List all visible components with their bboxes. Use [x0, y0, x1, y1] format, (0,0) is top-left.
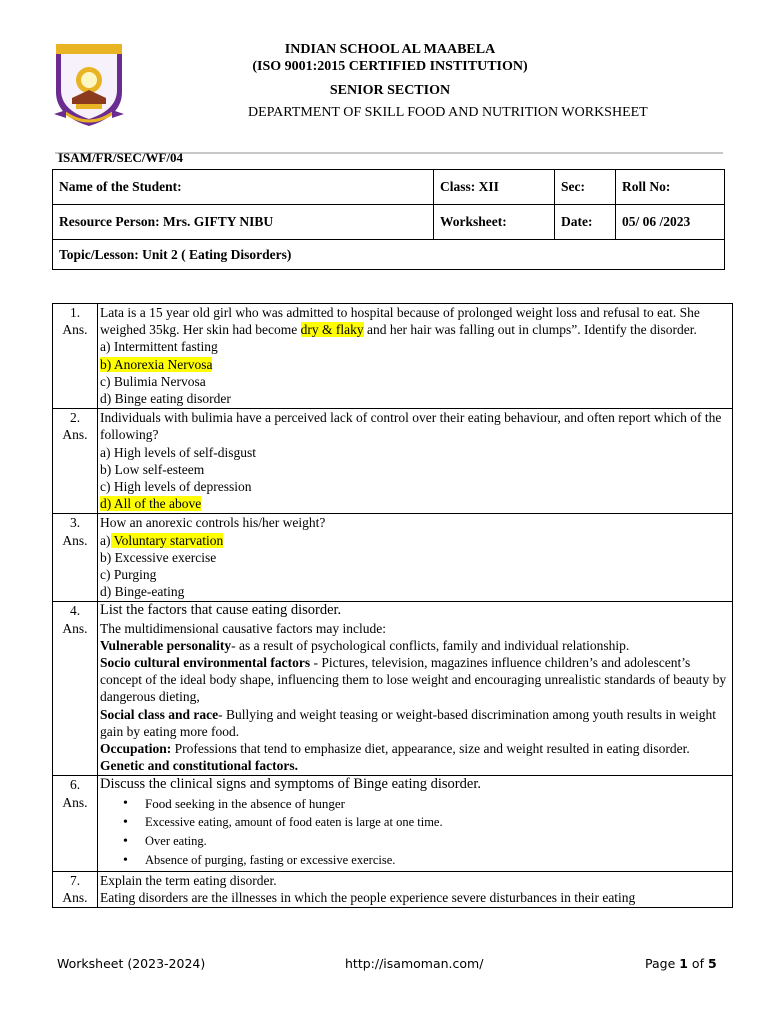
option-a-correct: a) Voluntary starvation [100, 532, 224, 548]
option-a: a) High levels of self-disgust [100, 444, 256, 460]
date-label: Date: [555, 205, 616, 240]
option-d: d) Binge-eating [100, 584, 185, 600]
question-number: 1. [69, 305, 81, 320]
school-logo [52, 40, 126, 130]
question-table [52, 303, 733, 908]
answer-label: Ans. [62, 532, 88, 548]
option-b: b) Low self-esteem [100, 461, 205, 477]
question-text: List the factors that cause eating disorder. [100, 602, 342, 619]
option-c: c) High levels of depression [100, 479, 252, 495]
option-c: c) Bulimia Nervosa [100, 373, 206, 389]
student-info-table [52, 169, 725, 270]
question-row-6 [53, 776, 733, 871]
date-value: 05/ 06 /2023 [616, 205, 725, 240]
department-title: DEPARTMENT OF SKILL FOOD AND NUTRITION WORKSHEET [248, 105, 648, 120]
question-text: Individuals with bulimia have a perceived lack of control over their eating behaviour, and often report which of the following? [100, 410, 722, 443]
footer-website-link[interactable]: http://isamoman.com/ [345, 956, 484, 971]
factor-item: Social class and race- Bullying and weight teasing or weight-based discrimination among youth results in weight gain by eating more food. [100, 706, 717, 739]
section-name: SENIOR SECTION [329, 83, 451, 98]
factor-item: Genetic and constitutional factors. [100, 758, 298, 774]
question-row-4 [53, 602, 733, 776]
option-c: c) Purging [100, 567, 157, 583]
iso-certification: (ISO 9001:2015 CERTIFIED INSTITUTION) [252, 59, 528, 74]
question-text: Lata is a 15 year old girl who was admitted to hospital because of prolonged weight loss and refusal to eat. She weighed 35kg. Her skin had become dry & flaky and her hair was falling out in clumps”. Identify the disorder. [100, 305, 700, 338]
factor-item: Occupation: Professions that tend to emphasize diet, appearance, size and weight resulted in eating disorder. [100, 741, 690, 757]
question-text: How an anorexic controls his/her weight? [100, 515, 326, 531]
footer-worksheet-year: Worksheet (2023-2024) [57, 956, 206, 971]
document-code: ISAM/FR/SEC/WF/04 [58, 150, 183, 165]
question-number: 7. [69, 872, 81, 888]
question-number: 4. [69, 603, 81, 619]
school-crest-icon [52, 40, 126, 130]
answer-label: Ans. [62, 794, 88, 810]
question-text: Explain the term eating disorder. [100, 872, 277, 888]
answer-label: Ans. [62, 427, 88, 443]
footer-page-number: Page 1 of 5 [645, 956, 717, 971]
option-d-correct: d) All of the above [100, 496, 202, 512]
factor-item: Vulnerable personality- as a result of psychological conflicts, family and individual relationship. [100, 637, 630, 653]
answer-label: Ans. [62, 620, 88, 636]
option-b: b) Excessive exercise [100, 549, 217, 565]
question-row-2 [53, 409, 733, 514]
option-a: a) Intermittent fasting [100, 339, 218, 355]
question-row-7 [53, 871, 733, 907]
highlighted-phrase: dry & flaky [300, 322, 364, 338]
answer-label: Ans. [62, 322, 88, 338]
answer-label: Ans. [62, 889, 88, 905]
question-row-1 [53, 304, 733, 409]
question-text: Discuss the clinical signs and symptoms of Binge eating disorder. [100, 776, 481, 793]
list-item: • Food seeking in the absence of hunger [145, 794, 730, 813]
resource-person-label: Resource Person: Mrs. GIFTY NIBU [53, 205, 434, 240]
question-row-3 [53, 514, 733, 602]
question-number: 3. [69, 515, 81, 531]
roll-no-label: Roll No: [616, 170, 725, 205]
answer-text: Eating disorders are the illnesses in which the people experience severe disturbances in their eating [100, 889, 636, 905]
list-item: • Absence of purging, fasting or excessive exercise. [145, 851, 730, 870]
student-name-label: Name of the Student: [53, 170, 434, 205]
question-number: 2. [69, 410, 81, 426]
school-name: INDIAN SCHOOL AL MAABELA [284, 42, 496, 57]
question-number: 6. [69, 777, 81, 793]
sec-label: Sec: [555, 170, 616, 205]
factor-item: Socio cultural environmental factors - Pictures, television, magazines influence children’s and adolescent’s concept of the ideal body shape, influencing them to lose weight and encouraging unrealistic standards of beauty by dangerous dieting, [100, 655, 727, 705]
class-label: Class: XII [434, 170, 555, 205]
list-item: • Excessive eating, amount of food eaten is large at one time. [145, 813, 730, 832]
answer-intro: The multidimensional causative factors may include: [100, 620, 387, 636]
list-item: • Over eating. [145, 832, 730, 851]
option-d: d) Binge eating disorder [100, 391, 231, 407]
symptom-list [100, 794, 730, 870]
option-b-correct: b) Anorexia Nervosa [100, 356, 213, 372]
topic-label: Topic/Lesson: Unit 2 ( Eating Disorders) [53, 240, 725, 270]
worksheet-label: Worksheet: [434, 205, 555, 240]
